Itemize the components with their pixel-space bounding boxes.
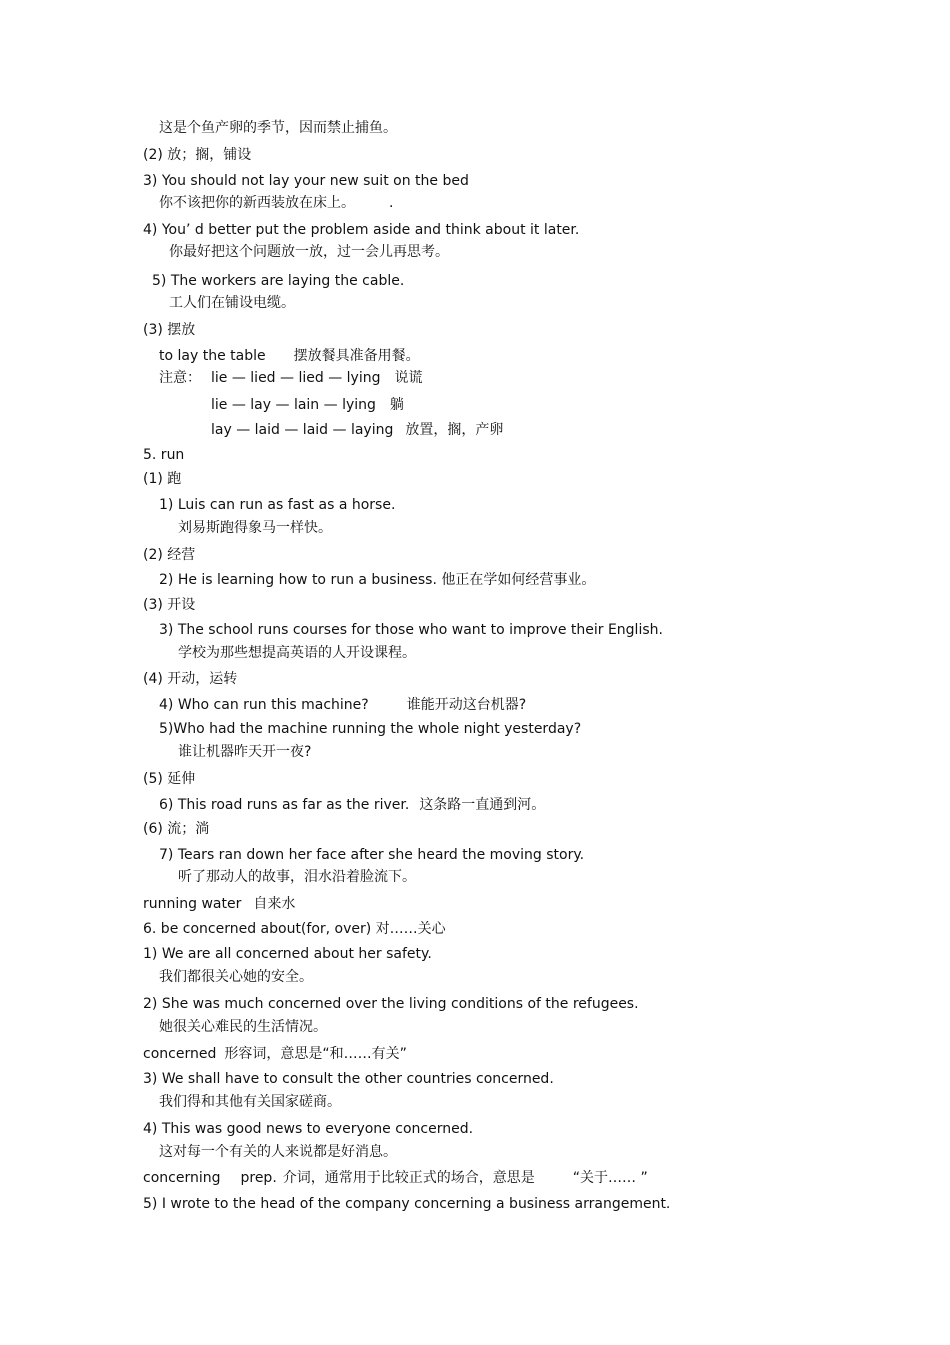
- phrase-meaning: 摆放餐具准备用餐。: [293, 348, 420, 364]
- translation: 我们得和其他有关国家磋商。: [159, 1094, 341, 1110]
- verb-forms-line: [211, 396, 404, 414]
- verb-meaning: 躺: [389, 397, 404, 413]
- term: concerning: [143, 1170, 221, 1186]
- phrase: running water: [143, 896, 242, 912]
- note-label: 注意：: [159, 370, 201, 386]
- text-line: 这是个鱼产卵的季节，因而禁止捕鱼。: [159, 120, 397, 136]
- term-definition: 介词，通常用于比较正式的场合，意思是: [282, 1170, 535, 1186]
- section-heading: 6. be concerned about(for, over) 对……关心: [143, 921, 446, 937]
- term: concerned: [143, 1046, 217, 1062]
- translation: 她很关心难民的生活情况。: [159, 1019, 327, 1035]
- translation: [159, 194, 393, 212]
- phrase: to lay the table: [159, 348, 266, 364]
- sense-heading: (2) 经营: [143, 547, 196, 563]
- definition-line: [143, 1045, 407, 1063]
- sense-heading: (5) 延伸: [143, 771, 196, 787]
- example-sentence: 7) Tears ran down her face after she heard the moving story.: [159, 847, 585, 863]
- example-line: [159, 696, 526, 714]
- example-sentence: 1) Luis can run as fast as a horse.: [159, 497, 396, 513]
- translation: 听了那动人的故事，泪水沿着脸流下。: [178, 869, 416, 885]
- phrase-line: [159, 347, 420, 365]
- example-sentence: 2) She was much concerned over the living conditions of the refugees.: [143, 996, 639, 1012]
- verb-forms: lay — laid — laid — laying: [211, 422, 394, 438]
- part-of-speech: prep.: [240, 1170, 277, 1186]
- translation: 我们都很关心她的安全。: [159, 969, 313, 985]
- example-sentence: 5)Who had the machine running the whole night yesterday?: [159, 721, 582, 737]
- sense-heading: (1) 跑: [143, 471, 182, 487]
- example-sentence: 2) He is learning how to run a business. 他正在学如何经营事业。: [159, 572, 596, 588]
- example-sentence: 4) This was good news to everyone concerned.: [143, 1121, 474, 1137]
- example-sentence: 3) The school runs courses for those who want to improve their English.: [159, 622, 663, 638]
- verb-forms: lie — lay — lain — lying: [211, 397, 376, 413]
- phrase-meaning: 自来水: [253, 896, 296, 912]
- verb-meaning: 放置，搁，产卵: [405, 422, 504, 438]
- term-definition: 形容词，意思是“和……有关”: [224, 1046, 407, 1062]
- verb-meaning: 说谎: [394, 370, 423, 386]
- verb-forms-line: [211, 369, 422, 387]
- translation: 谁让机器昨天开一夜?: [178, 744, 312, 760]
- sense-heading: (4) 开动，运转: [143, 671, 238, 687]
- translation: 谁能开动这台机器?: [406, 697, 527, 713]
- example-line: [159, 796, 545, 814]
- definition-line: [143, 1169, 648, 1187]
- translation: 工人们在铺设电缆。: [169, 295, 295, 311]
- note-line: [159, 369, 201, 387]
- translation-text: 你不该把你的新西装放在床上。: [159, 195, 355, 211]
- translation: 这对每一个有关的人来说都是好消息。: [159, 1144, 397, 1160]
- phrase-line: [143, 895, 295, 913]
- sense-heading: (3) 开设: [143, 597, 196, 613]
- section-heading: 5. run: [143, 447, 185, 463]
- translation: 学校为那些想提高英语的人开设课程。: [178, 645, 416, 661]
- sense-heading: (3) 摆放: [143, 322, 196, 338]
- example-sentence: 4) Who can run this machine?: [159, 697, 369, 713]
- example-sentence: 3) You should not lay your new suit on the bed: [143, 173, 469, 189]
- example-sentence: 1) We are all concerned about her safety.: [143, 946, 432, 962]
- translation: 你最好把这个问题放一放，过一会儿再思考。: [169, 244, 449, 260]
- example-sentence: 6) This road runs as far as the river.: [159, 797, 410, 813]
- example-sentence: 5) The workers are laying the cable.: [152, 273, 405, 289]
- sense-heading: (6) 流；淌: [143, 821, 210, 837]
- term-gloss: “关于…… ”: [572, 1170, 648, 1186]
- example-sentence: 3) We shall have to consult the other countries concerned.: [143, 1071, 554, 1087]
- example-sentence: 5) I wrote to the head of the company concerning a business arrangement.: [143, 1196, 671, 1212]
- stray-dot: .: [389, 195, 394, 211]
- verb-forms: lie — lied — lied — lying: [211, 370, 381, 386]
- translation: 这条路一直通到河。: [419, 797, 546, 813]
- example-sentence: 4) You’ d better put the problem aside and think about it later.: [143, 222, 580, 238]
- translation: 刘易斯跑得象马一样快。: [178, 520, 332, 536]
- sense-heading: (2) 放；搁，铺设: [143, 147, 252, 163]
- verb-forms-line: [211, 421, 503, 439]
